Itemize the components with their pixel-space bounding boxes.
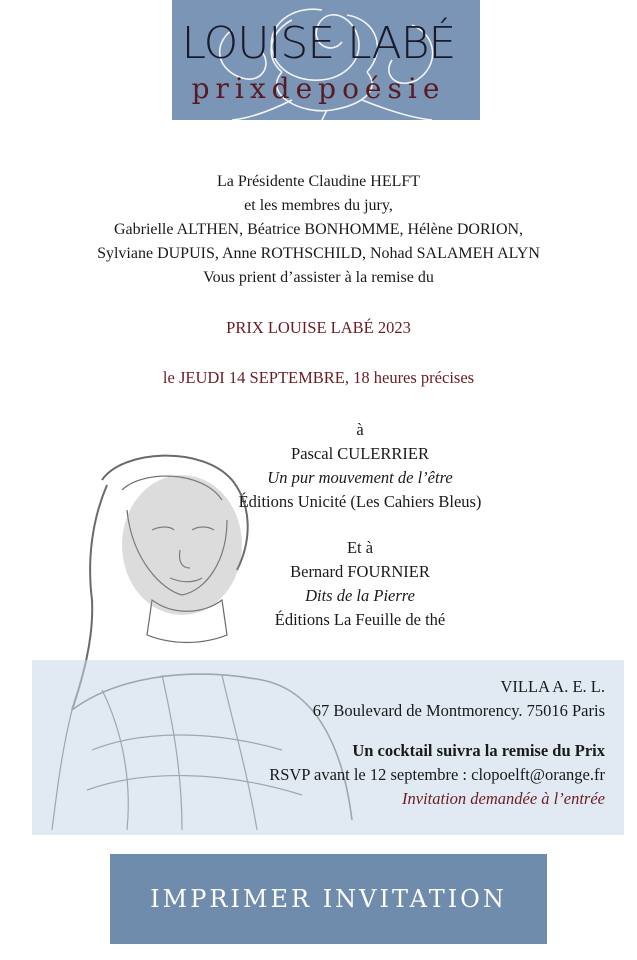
print-invitation-button[interactable]: IMPRIMER INVITATION	[110, 854, 547, 944]
venue-info	[185, 675, 605, 811]
prize-title: PRIX LOUISE LABÉ 2023	[226, 318, 411, 337]
laureate-publisher: Éditions Unicité (Les Cahiers Bleus)	[238, 492, 482, 511]
invitation-line: et les membres du jury,	[244, 197, 393, 214]
rsvp-line: RSVP avant le 12 septembre : clopoelft@orange.fr	[269, 765, 605, 784]
invitation-line: Sylviane DUPUIS, Anne ROTHSCHILD, Nohad SALAMEH ALYN	[97, 245, 540, 262]
laureate-name: Pascal CULERRIER	[291, 444, 429, 463]
laureate-work: Dits de la Pierre	[305, 586, 415, 605]
cocktail-note: Un cocktail suivra la remise du Prix	[352, 741, 605, 760]
laureate-1	[210, 418, 510, 514]
venue-name: VILLA A. E. L.	[500, 677, 605, 696]
invitation-line: Gabrielle ALTHEN, Béatrice BONHOMME, Hélène DORION,	[113, 221, 524, 238]
laureate-publisher: Éditions La Feuille de thé	[274, 610, 446, 629]
laureate-2	[210, 536, 510, 632]
invitation-text	[0, 170, 637, 290]
venue-address: 67 Boulevard de Montmorency. 75016 Paris	[312, 701, 605, 720]
invitation-line: Vous prient d’assister à la remise du	[203, 269, 434, 286]
event-date: le JEUDI 14 SEPTEMBRE, 18 heures précises	[162, 368, 475, 387]
invitation-line: La Présidente Claudine HELFT	[216, 173, 421, 190]
laureate-intro: à	[356, 420, 364, 439]
entry-note: Invitation demandée à l’entrée	[402, 789, 605, 808]
logo-title: LOUISE LABÉ	[181, 18, 456, 69]
laureate-name: Bernard FOURNIER	[290, 562, 430, 581]
laureate-intro: Et à	[346, 538, 374, 557]
laureate-work: Un pur mouvement de l’être	[267, 468, 453, 487]
logo-subtitle: prixdepoésie	[191, 72, 446, 105]
